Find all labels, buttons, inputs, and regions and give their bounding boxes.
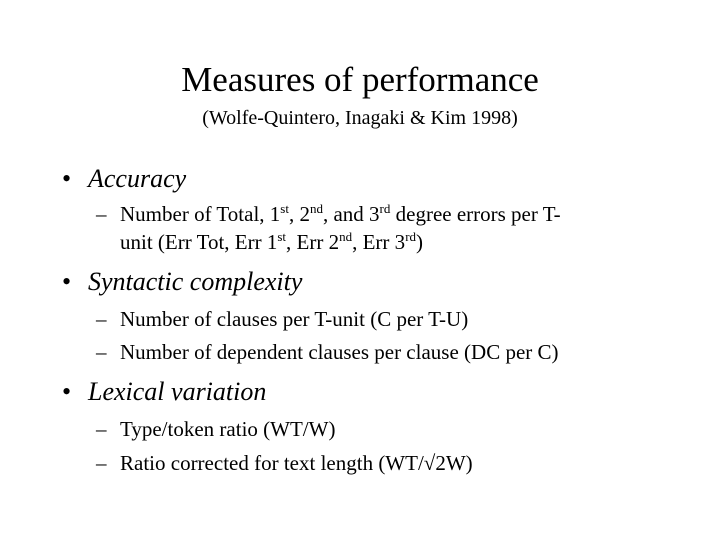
sub-text: degree errors per T-	[390, 202, 561, 226]
sub-item-corrected-ratio	[96, 450, 473, 476]
bullet-label: Syntactic complexity	[88, 267, 303, 296]
sub-text: unit (Err Tot, Err 1	[120, 230, 278, 254]
superscript: st	[280, 201, 289, 216]
bullet-dot: •	[62, 164, 72, 193]
superscript: nd	[309, 201, 323, 216]
sub-text: Number of dependent clauses per clause (DC per C)	[120, 340, 559, 364]
sub-dash: –	[96, 417, 107, 441]
bullet-syntactic-complexity	[62, 266, 302, 298]
bullet-dot: •	[62, 377, 72, 406]
superscript: nd	[339, 229, 353, 244]
bullet-lexical-variation	[62, 376, 266, 408]
bullet-dot: •	[62, 267, 72, 296]
sub-dash: –	[96, 307, 107, 331]
sub-text: Ratio corrected for text length (WT/√2W)	[120, 451, 473, 475]
sub-text: , and 3	[322, 202, 380, 226]
sub-item-type-token-ratio	[96, 416, 335, 442]
superscript: st	[277, 229, 287, 244]
sub-text: , 2	[288, 202, 310, 226]
sub-text: )	[416, 230, 424, 254]
superscript: rd	[379, 201, 391, 216]
sub-text: , Err 3	[352, 230, 406, 254]
sub-dash: –	[96, 340, 107, 364]
sub-item-dependent-clauses	[96, 339, 559, 365]
sub-item-clauses-per-t-unit	[96, 306, 468, 332]
sub-text: Type/token ratio (WT/W)	[120, 417, 336, 441]
sub-dash: –	[96, 451, 107, 475]
slide-title: Measures of performance	[181, 60, 539, 99]
sub-text: Number of Total, 1	[120, 202, 281, 226]
bullet-label: Lexical variation	[88, 377, 267, 406]
bullet-accuracy	[62, 163, 186, 195]
sub-item-error-counts-continued	[120, 229, 423, 255]
sub-item-error-counts	[96, 201, 561, 227]
sub-text: , Err 2	[286, 230, 340, 254]
bullet-label: Accuracy	[88, 164, 187, 193]
superscript: rd	[405, 229, 417, 244]
sub-text: Number of clauses per T-unit (C per T-U)	[120, 307, 469, 331]
slide-subtitle: (Wolfe-Quintero, Inagaki & Kim 1998)	[202, 107, 518, 129]
sub-dash: –	[96, 202, 107, 226]
